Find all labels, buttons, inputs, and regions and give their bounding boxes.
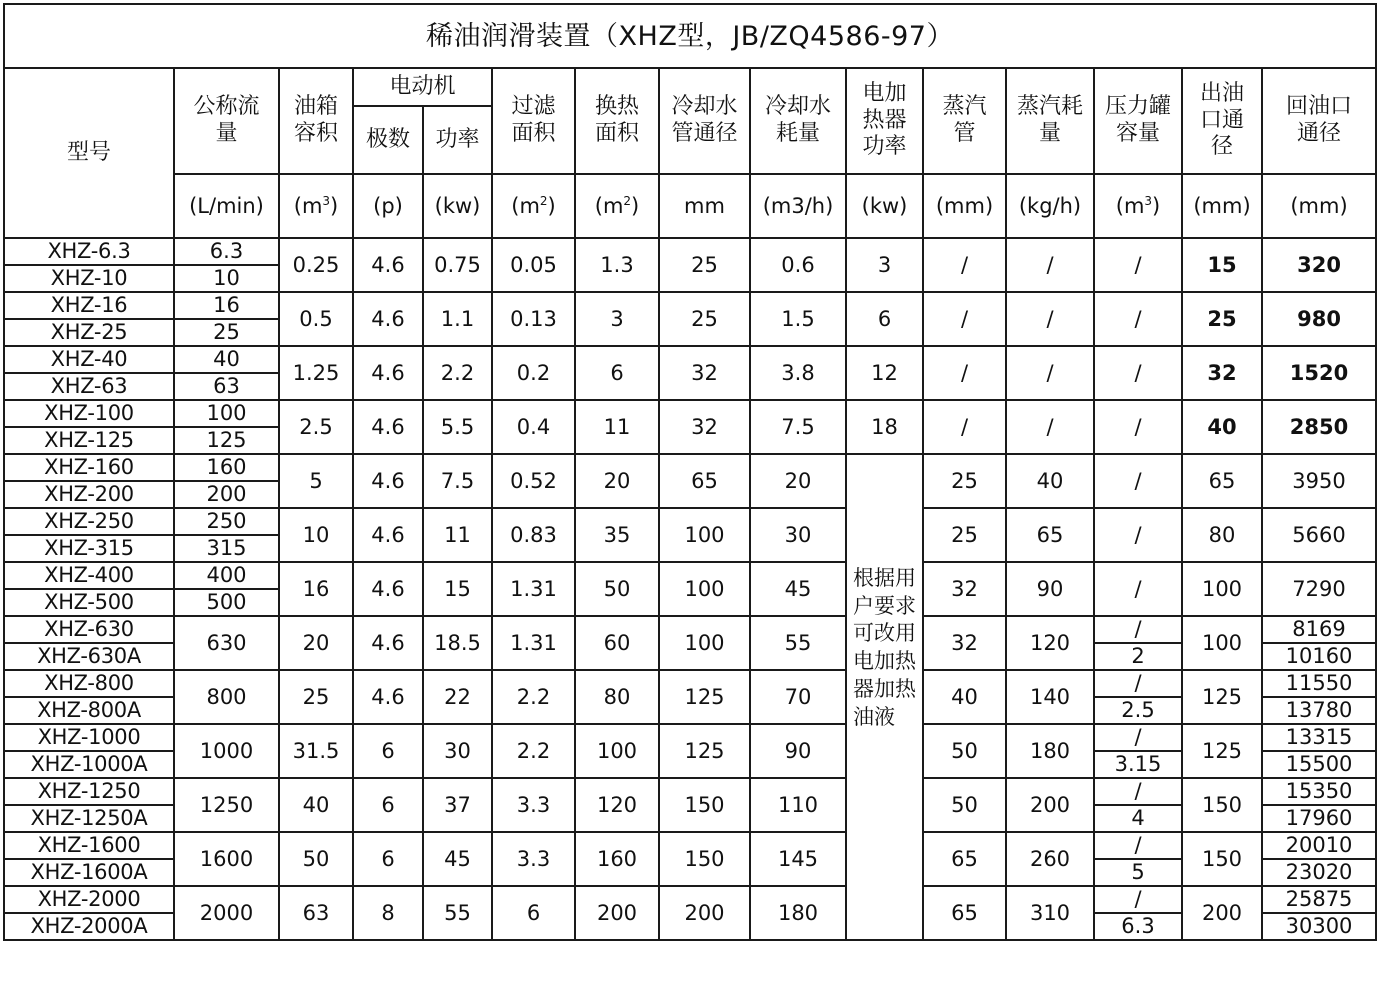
cell-model: XHZ-125: [4, 427, 174, 454]
cell-cool-use: 90: [750, 724, 846, 778]
cell-cool-pipe: 125: [659, 724, 750, 778]
unit-outlet: (mm): [1182, 174, 1262, 238]
cell-exchange: 35: [575, 508, 659, 562]
cell-model: XHZ-1600: [4, 832, 174, 859]
cell-pressure-tank: /: [1094, 778, 1182, 805]
cell-power: 22: [423, 670, 492, 724]
cell-model: XHZ-500: [4, 589, 174, 616]
cell-pressure-tank: 2: [1094, 643, 1182, 670]
cell-model: XHZ-2000A: [4, 913, 174, 940]
cell-filter: 2.2: [492, 724, 575, 778]
cell-pressure-tank: 4: [1094, 805, 1182, 832]
cell-return: 2850: [1262, 400, 1376, 454]
cell-model: XHZ-2000: [4, 886, 174, 913]
cell-power: 1.1: [423, 292, 492, 346]
table-row: [4, 238, 1376, 265]
header-pressure-tank: 压力罐容量: [1094, 68, 1182, 174]
cell-exchange: 1.3: [575, 238, 659, 292]
cell-return: 11550: [1262, 670, 1376, 697]
cell-outlet: 200: [1182, 886, 1262, 940]
table-row: [4, 670, 1376, 697]
cell-outlet: 150: [1182, 778, 1262, 832]
cell-tank: 1.25: [279, 346, 353, 400]
cell-filter: 0.4: [492, 400, 575, 454]
cell-cool-pipe: 100: [659, 562, 750, 616]
cell-model: XHZ-25: [4, 319, 174, 346]
cell-cool-use: 145: [750, 832, 846, 886]
cell-heater: 3: [846, 238, 923, 292]
table-row: [4, 454, 1376, 481]
cell-tank: 50: [279, 832, 353, 886]
cell-exchange: 3: [575, 292, 659, 346]
unit-steam-pipe: (mm): [923, 174, 1006, 238]
cell-return: 10160: [1262, 643, 1376, 670]
cell-flow: 6.3: [174, 238, 279, 265]
cell-power: 15: [423, 562, 492, 616]
header-cool-use: 冷却水耗量: [750, 68, 846, 174]
cell-steam-use: 40: [1006, 454, 1094, 508]
cell-model: XHZ-315: [4, 535, 174, 562]
cell-tank: 0.5: [279, 292, 353, 346]
cell-cool-pipe: 150: [659, 832, 750, 886]
table-row: [4, 616, 1376, 643]
cell-return: 13315: [1262, 724, 1376, 751]
cell-steam-pipe: /: [923, 238, 1006, 292]
cell-tank: 63: [279, 886, 353, 940]
cell-steam-use: 310: [1006, 886, 1094, 940]
cell-filter: 3.3: [492, 778, 575, 832]
cell-steam-pipe: /: [923, 346, 1006, 400]
cell-pressure-tank: /: [1094, 616, 1182, 643]
cell-pressure-tank: /: [1094, 400, 1182, 454]
cell-exchange: 80: [575, 670, 659, 724]
cell-poles: 4.6: [353, 616, 423, 670]
table-row: [4, 778, 1376, 805]
cell-steam-pipe: 65: [923, 886, 1006, 940]
cell-cool-pipe: 32: [659, 346, 750, 400]
cell-filter: 0.05: [492, 238, 575, 292]
cell-tank: 20: [279, 616, 353, 670]
cell-pressure-tank: 3.15: [1094, 751, 1182, 778]
cell-return: 320: [1262, 238, 1376, 292]
cell-model: XHZ-200: [4, 481, 174, 508]
cell-power: 7.5: [423, 454, 492, 508]
unit-flow: (L/min): [174, 174, 279, 238]
heater-note: 根据用户要求可改用电加热器加热油液: [846, 454, 923, 940]
cell-filter: 2.2: [492, 670, 575, 724]
cell-steam-use: /: [1006, 400, 1094, 454]
header-tank: 油箱容积: [279, 68, 353, 174]
cell-return: 30300: [1262, 913, 1376, 940]
cell-flow: 25: [174, 319, 279, 346]
cell-filter: 3.3: [492, 832, 575, 886]
cell-steam-pipe: 40: [923, 670, 1006, 724]
unit-tank: $(m^3)$: [279, 174, 353, 238]
cell-filter: 1.31: [492, 562, 575, 616]
cell-flow: 500: [174, 589, 279, 616]
cell-cool-use: 0.6: [750, 238, 846, 292]
cell-return: 1520: [1262, 346, 1376, 400]
cell-flow: 1250: [174, 778, 279, 832]
cell-return: 23020: [1262, 859, 1376, 886]
cell-power: 30: [423, 724, 492, 778]
cell-steam-use: 140: [1006, 670, 1094, 724]
cell-exchange: 11: [575, 400, 659, 454]
cell-return: 5660: [1262, 508, 1376, 562]
cell-pressure-tank: /: [1094, 670, 1182, 697]
cell-exchange: 120: [575, 778, 659, 832]
cell-model: XHZ-1600A: [4, 859, 174, 886]
cell-steam-pipe: 25: [923, 454, 1006, 508]
cell-poles: 4.6: [353, 508, 423, 562]
header-flow: 公称流量: [174, 68, 279, 174]
cell-filter: 6: [492, 886, 575, 940]
cell-cool-pipe: 200: [659, 886, 750, 940]
unit-pressure-tank: $(m^3)$: [1094, 174, 1182, 238]
cell-poles: 4.6: [353, 346, 423, 400]
cell-cool-use: 70: [750, 670, 846, 724]
cell-outlet: 125: [1182, 670, 1262, 724]
cell-steam-use: 90: [1006, 562, 1094, 616]
cell-steam-use: /: [1006, 292, 1094, 346]
table-row: [4, 400, 1376, 427]
cell-poles: 4.6: [353, 562, 423, 616]
cell-flow: 63: [174, 373, 279, 400]
cell-flow: 1600: [174, 832, 279, 886]
cell-poles: 4.6: [353, 400, 423, 454]
cell-return: 15500: [1262, 751, 1376, 778]
cell-cool-use: 20: [750, 454, 846, 508]
cell-outlet: 150: [1182, 832, 1262, 886]
table-row: [4, 562, 1376, 589]
cell-steam-use: /: [1006, 346, 1094, 400]
cell-pressure-tank: /: [1094, 562, 1182, 616]
cell-exchange: 20: [575, 454, 659, 508]
cell-tank: 5: [279, 454, 353, 508]
cell-steam-pipe: 32: [923, 562, 1006, 616]
cell-cool-use: 45: [750, 562, 846, 616]
cell-model: XHZ-160: [4, 454, 174, 481]
cell-model: XHZ-6.3: [4, 238, 174, 265]
cell-cool-use: 180: [750, 886, 846, 940]
cell-cool-pipe: 100: [659, 616, 750, 670]
unit-exchange: $(m^2)$: [575, 174, 659, 238]
cell-return: 7290: [1262, 562, 1376, 616]
header-return: 回油口通径: [1262, 68, 1376, 174]
cell-return: 25875: [1262, 886, 1376, 913]
cell-steam-pipe: 50: [923, 778, 1006, 832]
cell-exchange: 100: [575, 724, 659, 778]
cell-tank: 31.5: [279, 724, 353, 778]
cell-power: 5.5: [423, 400, 492, 454]
cell-poles: 4.6: [353, 238, 423, 292]
cell-flow: 800: [174, 670, 279, 724]
cell-pressure-tank: /: [1094, 346, 1182, 400]
cell-model: XHZ-400: [4, 562, 174, 589]
cell-tank: 16: [279, 562, 353, 616]
cell-model: XHZ-250: [4, 508, 174, 535]
cell-flow: 100: [174, 400, 279, 427]
cell-flow: 250: [174, 508, 279, 535]
cell-heater: 6: [846, 292, 923, 346]
cell-steam-pipe: 50: [923, 724, 1006, 778]
cell-pressure-tank: /: [1094, 454, 1182, 508]
cell-model: XHZ-100: [4, 400, 174, 427]
header-poles: 极数: [353, 106, 423, 174]
cell-cool-pipe: 150: [659, 778, 750, 832]
cell-flow: 315: [174, 535, 279, 562]
header-outlet: 出油口通径: [1182, 68, 1262, 174]
cell-pressure-tank: /: [1094, 508, 1182, 562]
cell-model: XHZ-40: [4, 346, 174, 373]
cell-cool-use: 3.8: [750, 346, 846, 400]
cell-flow: 125: [174, 427, 279, 454]
cell-steam-pipe: 65: [923, 832, 1006, 886]
cell-filter: 0.2: [492, 346, 575, 400]
cell-poles: 6: [353, 778, 423, 832]
cell-outlet: 100: [1182, 562, 1262, 616]
cell-poles: 4.6: [353, 292, 423, 346]
cell-cool-use: 7.5: [750, 400, 846, 454]
header-steam-use: 蒸汽耗量: [1006, 68, 1094, 174]
cell-pressure-tank: /: [1094, 238, 1182, 292]
cell-outlet: 40: [1182, 400, 1262, 454]
unit-power: (kw): [423, 174, 492, 238]
table-title: 稀油润滑装置（XHZ型，JB/ZQ4586-97）: [4, 4, 1376, 68]
table-row: [4, 346, 1376, 373]
cell-poles: 6: [353, 832, 423, 886]
cell-cool-pipe: 65: [659, 454, 750, 508]
cell-return: 8169: [1262, 616, 1376, 643]
cell-cool-use: 55: [750, 616, 846, 670]
cell-return: 3950: [1262, 454, 1376, 508]
cell-exchange: 160: [575, 832, 659, 886]
cell-exchange: 60: [575, 616, 659, 670]
header-model: 型号: [4, 68, 174, 238]
unit-cool-pipe: mm: [659, 174, 750, 238]
cell-cool-use: 110: [750, 778, 846, 832]
cell-cool-use: 30: [750, 508, 846, 562]
cell-steam-pipe: 25: [923, 508, 1006, 562]
cell-outlet: 80: [1182, 508, 1262, 562]
cell-model: XHZ-16: [4, 292, 174, 319]
header-exchange: 换热面积: [575, 68, 659, 174]
cell-pressure-tank: /: [1094, 832, 1182, 859]
cell-model: XHZ-1250: [4, 778, 174, 805]
cell-steam-use: 65: [1006, 508, 1094, 562]
table-row: [4, 886, 1376, 913]
cell-flow: 400: [174, 562, 279, 589]
cell-flow: 1000: [174, 724, 279, 778]
cell-model: XHZ-10: [4, 265, 174, 292]
cell-exchange: 200: [575, 886, 659, 940]
cell-cool-pipe: 25: [659, 292, 750, 346]
cell-cool-pipe: 100: [659, 508, 750, 562]
unit-heater: (kw): [846, 174, 923, 238]
cell-flow: 40: [174, 346, 279, 373]
cell-model: XHZ-800: [4, 670, 174, 697]
cell-cool-pipe: 32: [659, 400, 750, 454]
cell-cool-use: 1.5: [750, 292, 846, 346]
cell-power: 2.2: [423, 346, 492, 400]
cell-flow: 10: [174, 265, 279, 292]
cell-model: XHZ-63: [4, 373, 174, 400]
cell-tank: 0.25: [279, 238, 353, 292]
cell-pressure-tank: /: [1094, 724, 1182, 751]
cell-tank: 2.5: [279, 400, 353, 454]
cell-poles: 4.6: [353, 454, 423, 508]
cell-cool-pipe: 125: [659, 670, 750, 724]
unit-poles: (p): [353, 174, 423, 238]
cell-power: 11: [423, 508, 492, 562]
cell-filter: 1.31: [492, 616, 575, 670]
cell-tank: 25: [279, 670, 353, 724]
unit-return: (mm): [1262, 174, 1376, 238]
cell-filter: 0.52: [492, 454, 575, 508]
cell-model: XHZ-1000: [4, 724, 174, 751]
cell-poles: 6: [353, 724, 423, 778]
cell-model: XHZ-630: [4, 616, 174, 643]
cell-return: 20010: [1262, 832, 1376, 859]
cell-exchange: 50: [575, 562, 659, 616]
cell-tank: 40: [279, 778, 353, 832]
cell-steam-use: 260: [1006, 832, 1094, 886]
cell-power: 0.75: [423, 238, 492, 292]
cell-cool-pipe: 25: [659, 238, 750, 292]
cell-return: 980: [1262, 292, 1376, 346]
cell-flow: 630: [174, 616, 279, 670]
cell-power: 18.5: [423, 616, 492, 670]
cell-tank: 10: [279, 508, 353, 562]
cell-poles: 8: [353, 886, 423, 940]
cell-filter: 0.13: [492, 292, 575, 346]
cell-flow: 160: [174, 454, 279, 481]
cell-pressure-tank: 2.5: [1094, 697, 1182, 724]
header-steam-pipe: 蒸汽管: [923, 68, 1006, 174]
cell-pressure-tank: 5: [1094, 859, 1182, 886]
spec-table: [3, 3, 1377, 941]
unit-filter: $(m^2)$: [492, 174, 575, 238]
cell-return: 17960: [1262, 805, 1376, 832]
cell-outlet: 65: [1182, 454, 1262, 508]
header-power: 功率: [423, 106, 492, 174]
cell-steam-use: 120: [1006, 616, 1094, 670]
cell-steam-pipe: 32: [923, 616, 1006, 670]
header-heater: 电加热器功率: [846, 68, 923, 174]
cell-flow: 200: [174, 481, 279, 508]
cell-steam-use: /: [1006, 238, 1094, 292]
cell-pressure-tank: 6.3: [1094, 913, 1182, 940]
cell-steam-pipe: /: [923, 292, 1006, 346]
cell-pressure-tank: /: [1094, 886, 1182, 913]
table-row: [4, 508, 1376, 535]
cell-heater: 18: [846, 400, 923, 454]
cell-model: XHZ-800A: [4, 697, 174, 724]
table-row: [4, 724, 1376, 751]
table-row: [4, 292, 1376, 319]
cell-steam-pipe: /: [923, 400, 1006, 454]
cell-outlet: 100: [1182, 616, 1262, 670]
cell-power: 37: [423, 778, 492, 832]
table-row: [4, 832, 1376, 859]
cell-outlet: 32: [1182, 346, 1262, 400]
cell-model: XHZ-1000A: [4, 751, 174, 778]
cell-exchange: 6: [575, 346, 659, 400]
cell-model: XHZ-630A: [4, 643, 174, 670]
cell-filter: 0.83: [492, 508, 575, 562]
cell-outlet: 25: [1182, 292, 1262, 346]
cell-steam-use: 180: [1006, 724, 1094, 778]
unit-steam-use: (kg/h): [1006, 174, 1094, 238]
cell-model: XHZ-1250A: [4, 805, 174, 832]
cell-steam-use: 200: [1006, 778, 1094, 832]
cell-power: 45: [423, 832, 492, 886]
cell-outlet: 15: [1182, 238, 1262, 292]
cell-flow: 2000: [174, 886, 279, 940]
header-filter: 过滤面积: [492, 68, 575, 174]
cell-pressure-tank: /: [1094, 292, 1182, 346]
cell-flow: 16: [174, 292, 279, 319]
header-cool-pipe: 冷却水管通径: [659, 68, 750, 174]
cell-heater: 12: [846, 346, 923, 400]
cell-power: 55: [423, 886, 492, 940]
cell-return: 13780: [1262, 697, 1376, 724]
cell-outlet: 125: [1182, 724, 1262, 778]
cell-poles: 4.6: [353, 670, 423, 724]
cell-return: 15350: [1262, 778, 1376, 805]
header-motor: 电动机: [353, 68, 492, 106]
unit-cool-use: (m3/h): [750, 174, 846, 238]
